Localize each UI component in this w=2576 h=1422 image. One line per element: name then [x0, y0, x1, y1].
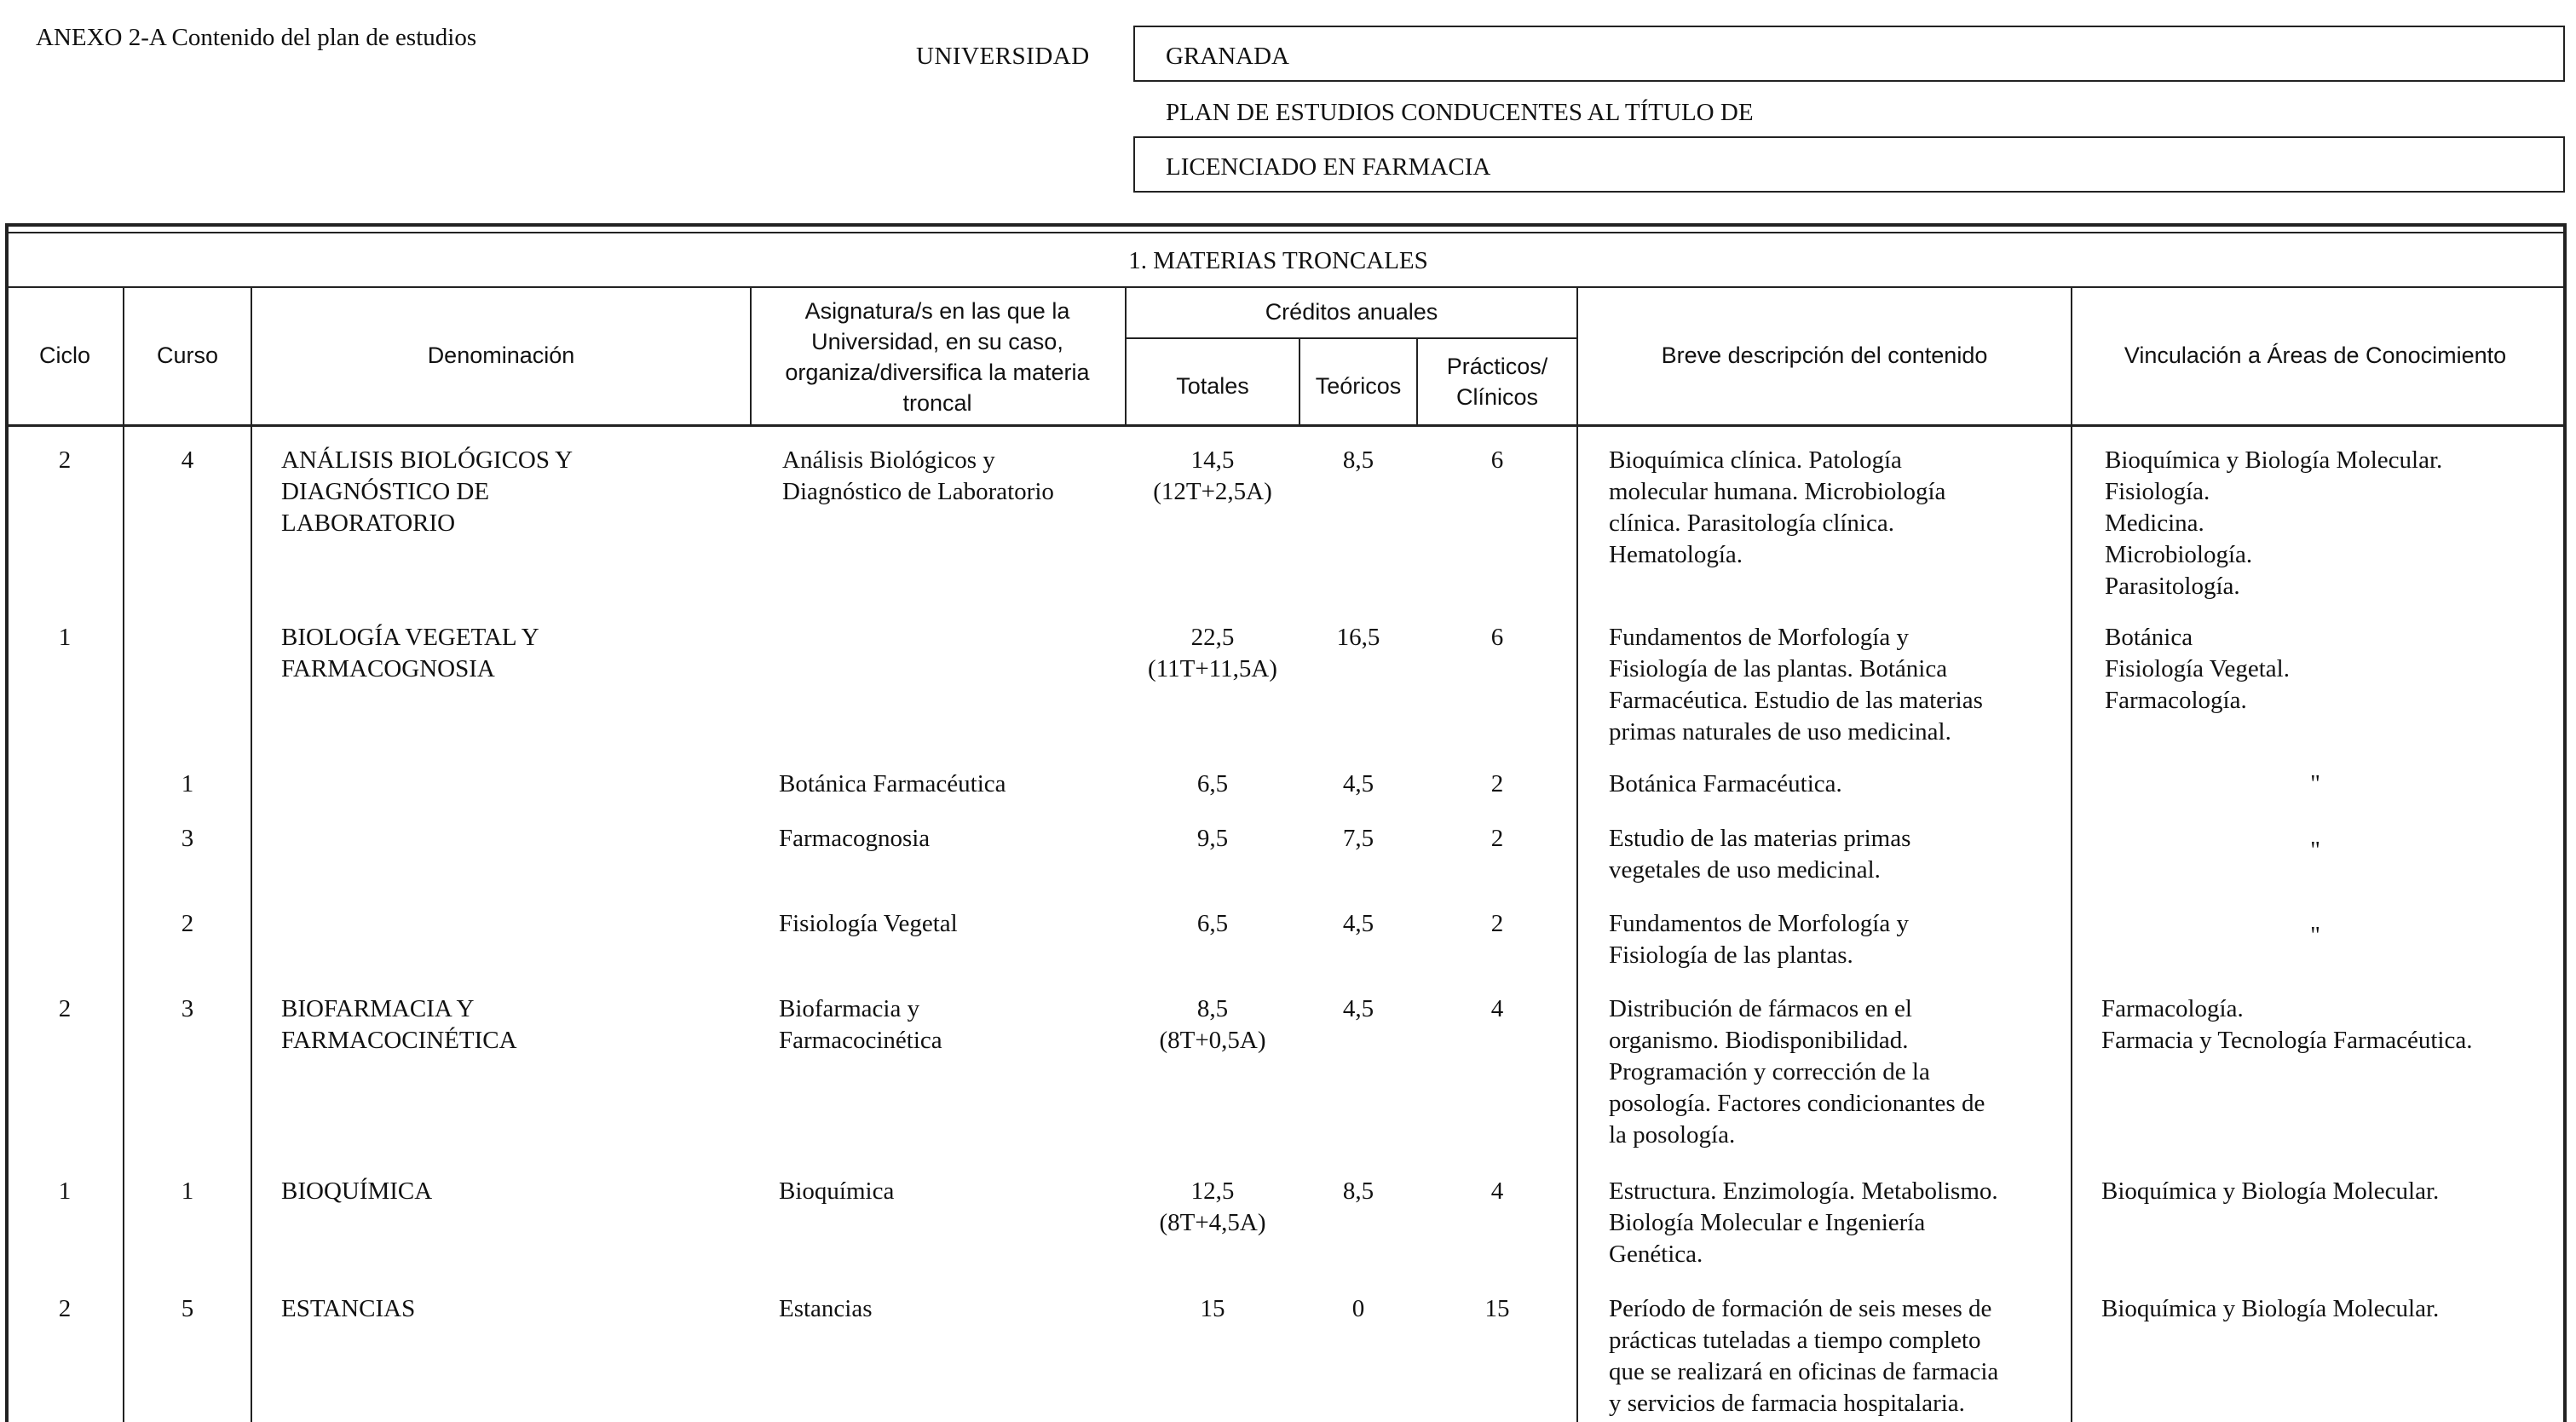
col-header-ciclo: Ciclo: [38, 343, 90, 369]
cell-denominacion: ESTANCIAS: [281, 1295, 416, 1322]
cell-teoricos: 4,5: [1342, 770, 1374, 797]
cell-practicos: 2: [1490, 910, 1504, 937]
cell-descripcion: Botánica Farmacéutica.: [1609, 770, 1842, 797]
cell-curso: 1: [181, 1177, 194, 1205]
cell-teoricos: 7,5: [1342, 825, 1374, 852]
cell-asignatura: Farmacognosia: [779, 825, 931, 852]
cell-curso: 5: [181, 1295, 194, 1322]
cell-asignatura: Estancias: [779, 1295, 873, 1322]
cell-totales: 8,5 (8T+0,5A): [1159, 995, 1266, 1054]
cell-descripcion: Fundamentos de Morfología y Fisiología de las plantas.: [1609, 910, 1909, 969]
cell-totales: 12,5 (8T+4,5A): [1159, 1177, 1266, 1236]
cell-practicos: 6: [1490, 624, 1504, 651]
col-header-vinculacion: Vinculación a Áreas de Conocimiento: [2124, 343, 2507, 369]
divider: [7, 424, 2563, 427]
cell-practicos: 2: [1490, 770, 1504, 797]
cell-ciclo: 2: [58, 995, 72, 1022]
cell-descripcion: Fundamentos de Morfología y Fisiología de las plantas. Botánica Farmacéutica. Estudio de las materias primas naturales de uso medicinal.: [1609, 624, 1983, 746]
cell-vinculacion: ": [2310, 922, 2320, 949]
cell-asignatura: Análisis Biológicos y Diagnóstico de Laboratorio: [782, 446, 1054, 505]
plan-label: PLAN DE ESTUDIOS CONDUCENTES AL TÍTULO DE: [1166, 99, 1754, 126]
cell-asignatura: Bioquímica: [779, 1177, 895, 1205]
cell-asignatura: Botánica Farmacéutica: [779, 770, 1006, 797]
cell-descripcion: Distribución de fármacos en el organismo. Biodisponibilidad. Programación y corrección de la posología. Factores condicionantes de la posología.: [1609, 995, 1985, 1149]
cell-vinculacion: Bioquímica y Biología Molecular.: [2101, 1177, 2440, 1205]
cell-curso: 2: [181, 910, 194, 937]
cell-curso: 4: [181, 446, 194, 474]
cell-practicos: 4: [1490, 1177, 1504, 1205]
degree-value: LICENCIADO EN FARMACIA: [1166, 153, 1491, 181]
cell-curso: 1: [181, 770, 194, 797]
cell-teoricos: 4,5: [1342, 910, 1374, 937]
cell-asignatura: Biofarmacia y Farmacocinética: [779, 995, 942, 1054]
col-header-descripcion: Breve descripción del contenido: [1661, 343, 1988, 369]
cell-vinculacion: Bioquímica y Biología Molecular. Fisiología. Medicina. Microbiología. Parasitología.: [2105, 446, 2443, 600]
cell-totales: 14,5 (12T+2,5A): [1153, 446, 1272, 505]
column-divider: [1416, 337, 1418, 426]
cell-descripcion: Período de formación de seis meses de prácticas tuteladas a tiempo completo que se realizará en oficinas de farmacia y servicios de farmacia hospitalaria.: [1609, 1295, 1999, 1417]
cell-vinculacion: Bioquímica y Biología Molecular.: [2101, 1295, 2440, 1322]
column-divider: [1576, 286, 1578, 1422]
cell-ciclo: 1: [58, 624, 72, 651]
cell-descripcion: Estudio de las materias primas vegetales de uso medicinal.: [1609, 825, 1911, 884]
university-box: [1133, 26, 2565, 82]
university-value: GRANADA: [1166, 43, 1289, 70]
cell-totales: 15: [1200, 1295, 1225, 1322]
cell-vinculacion: Botánica Fisiología Vegetal. Farmacología.: [2105, 624, 2290, 714]
col-header-practicos: Prácticos/ Clínicos: [1446, 354, 1548, 410]
cell-vinculacion: ": [2310, 770, 2320, 797]
cell-totales: 6,5: [1196, 770, 1229, 797]
cell-asignatura: Fisiología Vegetal: [779, 910, 958, 937]
section-title: 1. MATERIAS TRONCALES: [1128, 247, 1428, 274]
cell-denominacion: ANÁLISIS BIOLÓGICOS Y DIAGNÓSTICO DE LABORATORIO: [281, 446, 573, 537]
annex-title: ANEXO 2-A Contenido del plan de estudios: [36, 24, 477, 51]
col-header-creditos: Créditos anuales: [1265, 299, 1438, 325]
column-divider: [750, 286, 752, 426]
cell-denominacion: BIOQUÍMICA: [281, 1177, 433, 1205]
cell-denominacion: BIOLOGÍA VEGETAL Y FARMACOGNOSIA: [281, 624, 539, 682]
cell-curso: 3: [181, 825, 194, 852]
cell-practicos: 15: [1484, 1295, 1510, 1322]
cell-practicos: 6: [1490, 446, 1504, 474]
cell-practicos: 2: [1490, 825, 1504, 852]
col-header-curso: Curso: [156, 343, 219, 369]
col-header-totales: Totales: [1176, 373, 1249, 400]
cell-curso: 3: [181, 995, 194, 1022]
cell-descripcion: Bioquímica clínica. Patología molecular humana. Microbiología clínica. Parasitología clínica. Hematología.: [1609, 446, 1946, 568]
cell-ciclo: 2: [58, 446, 72, 474]
cell-teoricos: 0: [1351, 1295, 1365, 1322]
col-header-teoricos: Teóricos: [1315, 373, 1402, 400]
cell-ciclo: 1: [58, 1177, 72, 1205]
cell-teoricos: 8,5: [1342, 446, 1374, 474]
cell-totales: 6,5: [1196, 910, 1229, 937]
column-divider: [251, 286, 252, 1422]
cell-denominacion: BIOFARMACIA Y FARMACOCINÉTICA: [281, 995, 517, 1054]
cell-practicos: 4: [1490, 995, 1504, 1022]
cell-teoricos: 16,5: [1336, 624, 1380, 651]
cell-vinculacion: Farmacología. Farmacia y Tecnología Farmacéutica.: [2101, 995, 2473, 1054]
cell-teoricos: 4,5: [1342, 995, 1374, 1022]
divider: [1125, 337, 1576, 339]
cell-totales: 9,5: [1196, 825, 1229, 852]
cell-descripcion: Estructura. Enzimología. Metabolismo. Biología Molecular e Ingeniería Genética.: [1609, 1177, 1998, 1268]
cell-teoricos: 8,5: [1342, 1177, 1374, 1205]
cell-ciclo: 2: [58, 1295, 72, 1322]
col-header-asignatura: Asignatura/s en las que la Universidad, en su caso, organiza/diversifica la materia troncal: [785, 298, 1090, 416]
col-header-denominacion: Denominación: [427, 343, 575, 369]
university-label: UNIVERSIDAD: [916, 43, 1090, 70]
cell-totales: 22,5 (11T+11,5A): [1148, 624, 1277, 682]
cell-vinculacion: ": [2310, 837, 2320, 864]
